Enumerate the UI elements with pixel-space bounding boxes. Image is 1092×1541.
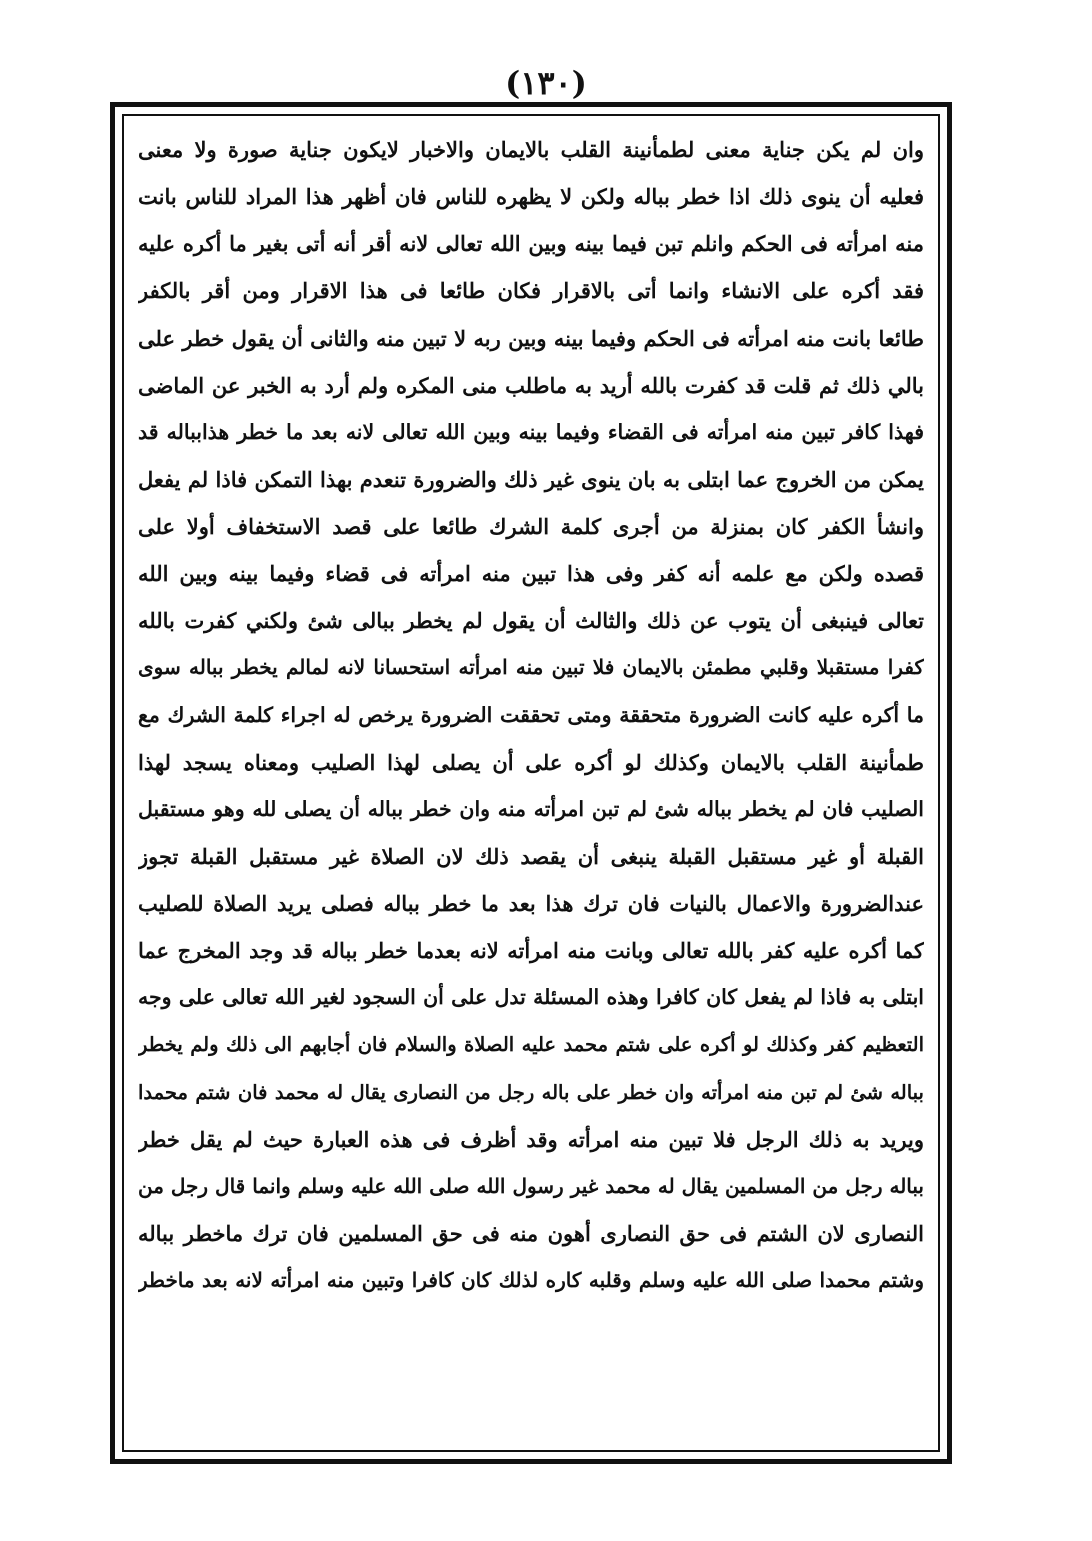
text-line: القبلة أو غير مستقبل القبلة ينبغى أن يقصد ذلك لان الصلاة غير مستقبل القبلة تجوز <box>138 843 924 869</box>
text-line: منه امرأته فى الحكم وانلم تبن فيما بينه وبين الله تعالى لانه أقر أنه أتى بغير ما أكره عليه <box>138 231 924 257</box>
text-line: كفرا مستقبلا وقلبي مطمئن بالايمان فلا تبين منه امرأته استحسانا لانه لمالم يخطر بباله سوى <box>138 655 924 680</box>
text-line: طمأنينة القلب بالايمان وكذلك لو أكره على أن يصلى لهذا الصليب ومعناه يسجد لهذا <box>138 749 924 775</box>
text-line: ويريد به ذلك الرجل فلا تبين منه امرأته وقد أظرف فى هذه العبارة حيث لم يقل خطر <box>138 1126 924 1152</box>
text-line: وشتم محمدا صلى الله عليه وسلم وقلبه كاره لذلك كان كافرا وتبين منه امرأته لانه بعد ماخطر <box>138 1268 924 1292</box>
text-line: قصده ولكن مع علمه أنه كفر وفى هذا تبين منه امرأته فى قضاء وفيما بينه وبين الله <box>138 561 924 587</box>
text-line: وانشأ الكفر كان بمنزلة من أجرى كلمة الشرك طائعا على قصد الاستخفاف أولا على <box>138 514 924 539</box>
text-line: النصارى لان الشتم فى حق النصارى أهون منه فى حق المسلمين فان ترك ماخطر بباله <box>138 1220 924 1246</box>
text-line: فعليه أن ينوى ذلك اذا خطر بباله ولكن لا يظهره للناس فان أظهر هذا المراد للناس بانت <box>138 184 924 210</box>
text-line: عندالضرورة والاعمال بالنيات فان ترك هذا بعد ما خطر بباله فصلى يريد الصلاة للصليب <box>138 891 924 916</box>
text-body <box>138 126 924 1446</box>
text-line: طائعا بانت منه امرأته فى الحكم وفيما بينه وبين ربه لا تبين منه والثانى أن يقول خطر على <box>138 325 924 351</box>
page-number: (١٣٠) <box>505 64 587 102</box>
text-line: يمكن من الخروج عما ابتلى به بان ينوى غير ذلك والضرورة تنعدم بهذا التمكن فاذا لم يفعل <box>138 466 924 492</box>
text-line: وان لم يكن جناية معنى لطمأنينة القلب بالايمان والاخبار لايكون جناية صورة ولا معنى <box>138 137 924 162</box>
text-line: بالي ذلك ثم قلت قد كفرت بالله أريد به ماطلب منى المكره ولم أرد به الخبر عن الماضى <box>138 372 924 398</box>
text-line: بباله شئ لم تبن منه امرأته وان خطر على باله رجل من النصارى يقال له محمد فان شتم محمدا <box>138 1080 924 1104</box>
text-line: فقد أكره على الانشاء وانما أتى بالاقرار فكان طائعا فى هذا الاقرار ومن أقر بالكفر <box>138 278 924 304</box>
text-line: ابتلى به فاذا لم يفعل كان كافرا وهذه المسئلة تدل على أن السجود لغير الله تعالى على وجه <box>138 985 924 1010</box>
text-line: الصليب فان لم يخطر بباله شئ لم تبن امرأته منه وان خطر بباله أن يصلى لله وهو مستقبل <box>138 796 924 821</box>
text-line: بباله رجل من المسلمين يقال له محمد غير رسول الله صلى الله عليه وسلم وانما قال رجل من <box>138 1173 924 1198</box>
text-line: ما أكره عليه كانت الضرورة متحققة ومتى تحققت الضرورة يرخص له اجراء كلمة الشرك مع <box>138 702 924 727</box>
text-line: تعالى فينبغى أن يتوب عن ذلك والثالث أن يقول لم يخطر ببالى شئ ولكني كفرت بالله <box>138 608 924 634</box>
text-line: كما أكره عليه كفر بالله تعالى وبانت منه امرأته لانه بعدما خطر بباله قد وجد المخرج عما <box>138 938 924 964</box>
text-line: فهذا كافر تبين منه امرأته فى القضاء وفيما بينه وبين الله تعالى لانه بعد ما خطر هذابباله قد <box>138 419 924 444</box>
text-line: التعظيم كفر وكذلك لو أكره على شتم محمد عليه الصلاة والسلام فان أجابهم الى ذلك ولم يخطر <box>138 1033 924 1057</box>
